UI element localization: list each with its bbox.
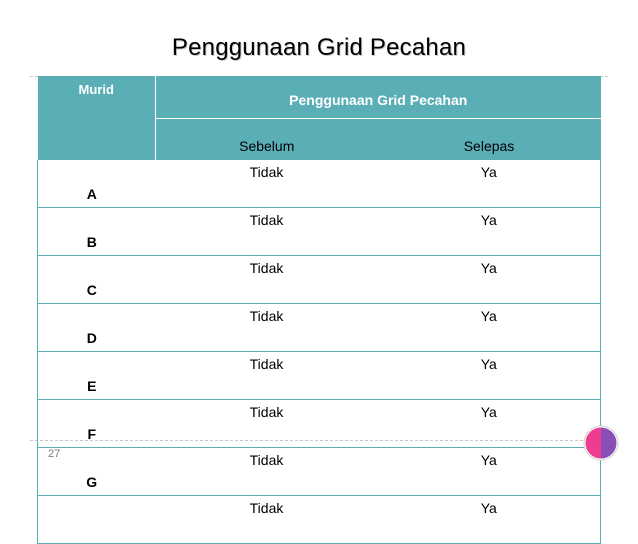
cell-sebelum: Tidak xyxy=(156,352,378,400)
circle-logo-icon xyxy=(583,425,619,461)
table-row xyxy=(38,208,601,256)
cell-selepas: Ya xyxy=(378,352,601,400)
data-table xyxy=(37,76,601,544)
table-row xyxy=(38,400,601,448)
cell-selepas: Ya xyxy=(378,256,601,304)
data-table-container xyxy=(37,76,600,516)
cell-murid: B xyxy=(38,208,156,256)
cell-murid xyxy=(38,496,156,544)
header-selepas: Selepas xyxy=(378,118,601,160)
cell-murid: G xyxy=(38,448,156,496)
cell-sebelum: Tidak xyxy=(156,496,378,544)
cell-selepas: Ya xyxy=(378,400,601,448)
slide-title: Penggunaan Grid Pecahan xyxy=(171,34,467,61)
header-group: Penggunaan Grid Pecahan xyxy=(289,91,468,108)
cell-selepas: Ya xyxy=(378,208,601,256)
cell-sebelum: Tidak xyxy=(156,448,378,496)
cell-selepas: Ya xyxy=(378,160,601,208)
table-header-row xyxy=(38,76,601,118)
table-row xyxy=(38,448,601,496)
cell-murid: E xyxy=(38,352,156,400)
page-number: 27 xyxy=(48,448,61,460)
cell-murid: F xyxy=(38,400,156,448)
cell-sebelum: Tidak xyxy=(156,208,378,256)
cell-selepas: Ya xyxy=(378,448,601,496)
header-murid: Murid xyxy=(38,76,156,160)
table-row xyxy=(38,160,601,208)
cell-selepas: Ya xyxy=(378,496,601,544)
table-row xyxy=(38,496,601,544)
cell-selepas: Ya xyxy=(378,304,601,352)
cell-sebelum: Tidak xyxy=(156,304,378,352)
header-sebelum: Sebelum xyxy=(156,118,378,160)
cell-murid: A xyxy=(38,160,156,208)
cell-murid: D xyxy=(38,304,156,352)
cell-sebelum: Tidak xyxy=(156,256,378,304)
table-row xyxy=(38,304,601,352)
table-row xyxy=(38,352,601,400)
cell-murid: C xyxy=(38,256,156,304)
table-row xyxy=(38,256,601,304)
cell-sebelum: Tidak xyxy=(156,160,378,208)
cell-sebelum: Tidak xyxy=(156,400,378,448)
